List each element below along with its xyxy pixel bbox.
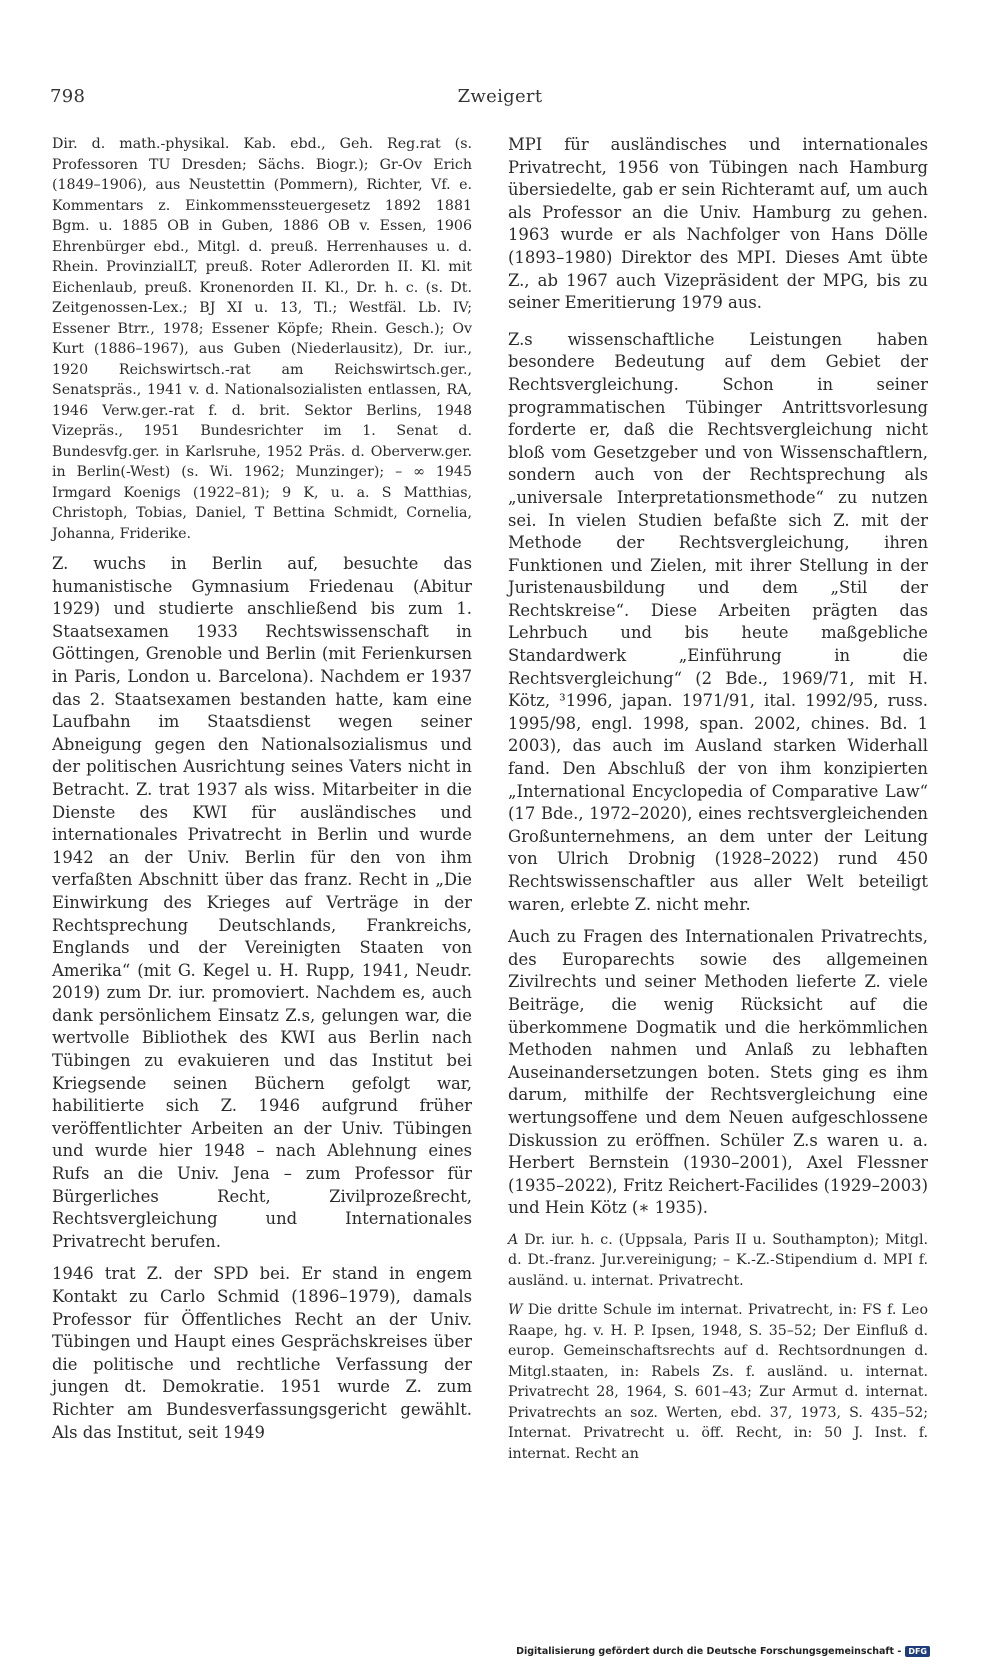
dfg-logo: DFG [905, 1646, 930, 1657]
awards-paragraph [508, 1230, 928, 1292]
right-column [508, 134, 928, 1473]
awards-text: Dr. iur. h. c. (Uppsala, Paris II u. Southampton); Mitgl. d. Dt.-franz. Jur.vereinigung; – K.-Z.-Stipendium d. MPI f. ausländ. u. internat. Privatrecht. [508, 1231, 928, 1289]
running-head: Zweigert [457, 86, 543, 107]
works-paragraph [508, 1300, 928, 1464]
page-number: 798 [50, 86, 86, 107]
digitization-credit [516, 1646, 930, 1657]
biography-paragraph-4: Z.s wissenschaftliche Leistungen haben besondere Bedeutung auf dem Gebiet der Rechtsvergleichung. Schon in seiner programmatischen Tübinger Antrittsvorlesung forderte er, daß die Rechtsvergleichung nicht bloß vom Gesetzgeber und von Wissenschaftlern, sondern auch von der Rechtsprechung als „universale Interpretationsmethode“ zu nutzen sei. In vielen Studien befaßte sich Z. mit der Methode der Rechtsvergleichung, ihren Funktionen und Zielen, mit ihrer Stellung in der Juristenausbildung und dem „Stil der Rechtskreise“. Diese Arbeiten prägten das Lehrbuch und bis heute maßgebliche Standardwerk „Einführung in die Rechtsvergleichung“ (2 Bde., 1969/71, mit H. Kötz, ³1996, japan. 1971/91, ital. 1992/95, russ. 1995/98, engl. 1998, span. 2002, chines. Bd. 1 2003), das auch im Ausland starken Widerhall fand. Den Abschluß der von ihm konzipierten „International Encyclopedia of Comparative Law“ (17 Bde., 1972–2020), eines rechtsvergleichenden Großunternehmens, an dem unter der Leitung von Ulrich Drobnig (1928–2022) rund 450 Rechtswissenschaftler aus aller Welt beteiligt waren, erlebte Z. nicht mehr. [508, 329, 928, 914]
biography-paragraph-3: MPI für ausländisches und internationales Privatrecht, 1956 von Tübingen nach Hamburg übersiedelte, gab er sein Richteramt auf, um auch als Professor an die Univ. Hamburg zu gehen. 1963 wurde er als Nachfolger von Hans Dölle (1893–1980) Direktor des MPI. Dieses Amt übte Z., ab 1967 auch Vizepräsident der MPG, bis zu seiner Emeritierung 1979 aus. [508, 135, 928, 313]
genealogy-paragraph: Dir. d. math.-physikal. Kab. ebd., Geh. Reg.rat (s. Professoren TU Dresden; Sächs. Biogr.); Gr-Ov Erich (1849–1906), aus Neustettin (Pommern), Richter, Vf. e. Kommentars z. Einkommenssteuergesetz 1892 1881 Bgm. u. 1885 OB in Guben, 1886 OB v. Essen, 1906 Ehrenbürger ebd., Mitgl. d. preuß. Herrenhauses u. d. Rhein. ProvinzialLT, preuß. Roter Adlerorden II. Kl. mit Eichenlaub, preuß. Kronenorden II. Kl., Dr. h. c. (s. Dt. Zeitgenossen-Lex.; BJ XI u. 13, Tl.; Westfäl. Lb. IV; Essener Btrr., 1978; Essener Köpfe; Rhein. Gesch.); Ov Kurt (1886–1967), aus Guben (Niederlausitz), Dr. iur., 1920 Reichswirtsch.-rat am Reichswirtsch.ger., Senatspräs., 1941 v. d. Nationalsozialisten entlassen, RA, 1946 Verw.ger.-rat f. d. brit. Sektor Berlins, 1948 Vizepräs., 1951 Bundesrichter im 1. Senat d. Bundesvfg.ger. in Karlsruhe, 1952 Präs. d. Oberverw.ger. in Berlin(-West) (s. Wi. 1962; Munzinger); – ∞ 1945 Irmgard Koenigs (1922–81); 9 K, u. a. S Matthias, Christoph, Tobias, Daniel, T Bettina Schmidt, Cornelia, Johanna, Friderike. [52, 136, 472, 542]
works-label: W [508, 1302, 523, 1319]
left-column [52, 134, 472, 1454]
works-text: Die dritte Schule im internat. Privatrecht, in: FS f. Leo Raape, hg. v. H. P. Ipsen, 1948, S. 35–52; Der Einfluß d. europ. Gemeinschaftsrechts auf d. Rechtsordnungen d. Mitgl.staaten, in: Rabels Zs. f. ausländ. u. internat. Privatrecht 28, 1964, S. 601–43; Zur Armut d. internat. Privatrechts an soz. Werten, ebd. 37, 1973, S. 435–52; Internat. Privatrecht u. öff. Recht, in: 50 J. Inst. f. internat. Recht an [508, 1302, 928, 1462]
awards-label: A [508, 1231, 519, 1248]
biography-paragraph-2: 1946 trat Z. der SPD bei. Er stand in engem Kontakt zu Carlo Schmid (1896–1979), damals Professor für Öffentliches Recht an der Univ. Tübingen und Haupt eines Gesprächskreises über die politische und rechtliche Verfassung der jungen dt. Demokratie. 1951 wurde Z. zum Richter am Bundesverfassungsgericht gewählt. Als das Institut, seit 1949 [52, 1264, 472, 1442]
biography-paragraph-5: Auch zu Fragen des Internationalen Privatrechts, des Europarechts sowie des allgemeinen Zivilrechts und seiner Methoden lieferte Z. viele Beiträge, die wenig Rücksicht auf die überkommene Dogmatik und die herkömmlichen Methoden nahmen und Anlaß zu lebhaften Auseinandersetzungen boten. Stets ging es ihm darum, mithilfe der Rechtsvergleichung eine wertungsoffene und dem Neuen aufgeschlossene Diskussion zu eröffnen. Schüler Z.s waren u. a. Herbert Bernstein (1930–2001), Axel Flessner (1935–2022), Fritz Reichert-Facilides (1929–2003) und Hein Kötz (∗ 1935). [508, 927, 928, 1218]
biography-paragraph-1: Z. wuchs in Berlin auf, besuchte das humanistische Gymnasium Friedenau (Abitur 1929) und studierte anschließend bis zum 1. Staatsexamen 1933 Rechtswissenschaft in Göttingen, Grenoble und Berlin (mit Ferienkursen in Paris, London u. Barcelona). Nachdem er 1937 das 2. Staatsexamen bestanden hatte, kam eine Laufbahn im Staatsdienst wegen seiner Abneigung gegen den Nationalsozialismus und der politischen Ausrichtung seines Vaters nicht in Betracht. Z. trat 1937 als wiss. Mitarbeiter in die Dienste des KWI für ausländisches und internationales Privatrecht in Berlin und wurde 1942 an der Univ. Berlin für den von ihm verfaßten Abschnitt über das franz. Recht in „Die Einwirkung des Krieges auf Verträge in der Rechtsprechung Deutschlands, Frankreichs, Englands und der Vereinigten Staaten von Amerika“ (mit G. Kegel u. H. Rupp, 1941, Neudr. 2019) zum Dr. iur. promoviert. Nachdem es, auch dank persönlichem Einsatz Z.s, gelungen war, die wertvolle Bibliothek des KWI aus Berlin nach Tübingen zu evakuieren und das Institut bei Kriegsende seinen Büchern gefolgt war, habilitierte sich Z. 1946 aufgrund früher veröffentlichter Arbeiten an der Univ. Tübingen und wurde hier 1948 – nach Ablehnung eines Rufs an die Univ. Jena – zum Professor für Bürgerliches Recht, Zivilprozeßrecht, Rechtsvergleichung und Internationales Privatrecht berufen. [52, 554, 472, 1251]
credit-text: Digitalisierung gefördert durch die Deutsche Forschungsgemeinschaft - [516, 1646, 902, 1657]
